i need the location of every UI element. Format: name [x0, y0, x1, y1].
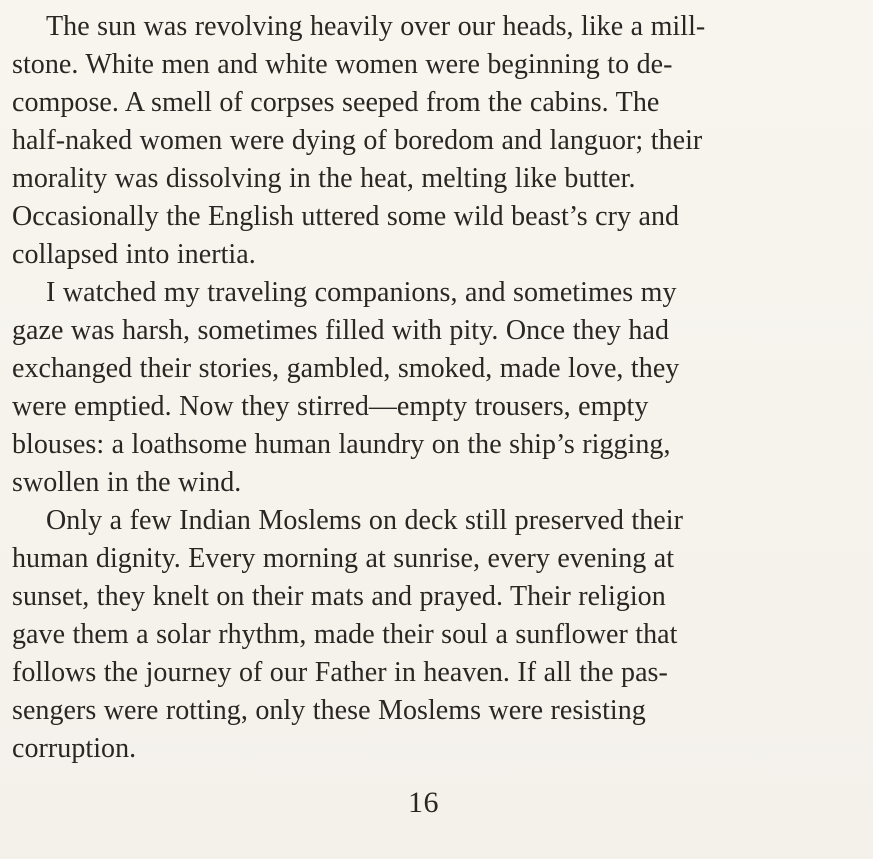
text-span: The sun was revolving heavily over our heads, like a mill-	[46, 11, 706, 42]
text-line: blouses: a loathsome human laundry on the ship’s rigging,	[12, 429, 671, 460]
text-span: I watched my traveling companions, and sometimes my	[46, 277, 677, 308]
text-line: exchanged their stories, gambled, smoked, made love, they	[12, 353, 680, 384]
text-line	[12, 8, 843, 46]
text-line	[12, 502, 843, 540]
text-line: gave them a solar rhythm, made their soul a sunflower that	[12, 619, 678, 650]
paragraph-2	[12, 274, 843, 502]
text-line: compose. A smell of corpses seeped from the cabins. The	[12, 87, 660, 118]
text-line: follows the journey of our Father in heaven. If all the pas-	[12, 657, 668, 688]
text-line	[12, 274, 843, 312]
text-line: human dignity. Every morning at sunrise, every evening at	[12, 543, 675, 574]
text-line: swollen in the wind.	[12, 467, 242, 498]
text-line: gaze was harsh, sometimes filled with pity. Once they had	[12, 315, 670, 346]
page-number: 16	[408, 786, 439, 819]
text-span: Only a few Indian Moslems on deck still preserved their	[46, 505, 683, 536]
text-line: Occasionally the English uttered some wild beast’s cry and	[12, 201, 680, 232]
text-line: morality was dissolving in the heat, melting like butter.	[12, 163, 636, 194]
text-line: sunset, they knelt on their mats and prayed. Their religion	[12, 581, 666, 612]
text-line: collapsed into inertia.	[12, 239, 256, 270]
text-line: half-naked women were dying of boredom and languor; their	[12, 125, 703, 156]
body-text	[12, 8, 843, 768]
paragraph-3	[12, 502, 843, 768]
text-line: stone. White men and white women were beginning to de-	[12, 49, 673, 80]
text-line: corruption.	[12, 733, 137, 764]
text-line: were emptied. Now they stirred—empty trousers, empty	[12, 391, 649, 422]
text-line: sengers were rotting, only these Moslems were resisting	[12, 695, 646, 726]
paragraph-1	[12, 8, 843, 274]
